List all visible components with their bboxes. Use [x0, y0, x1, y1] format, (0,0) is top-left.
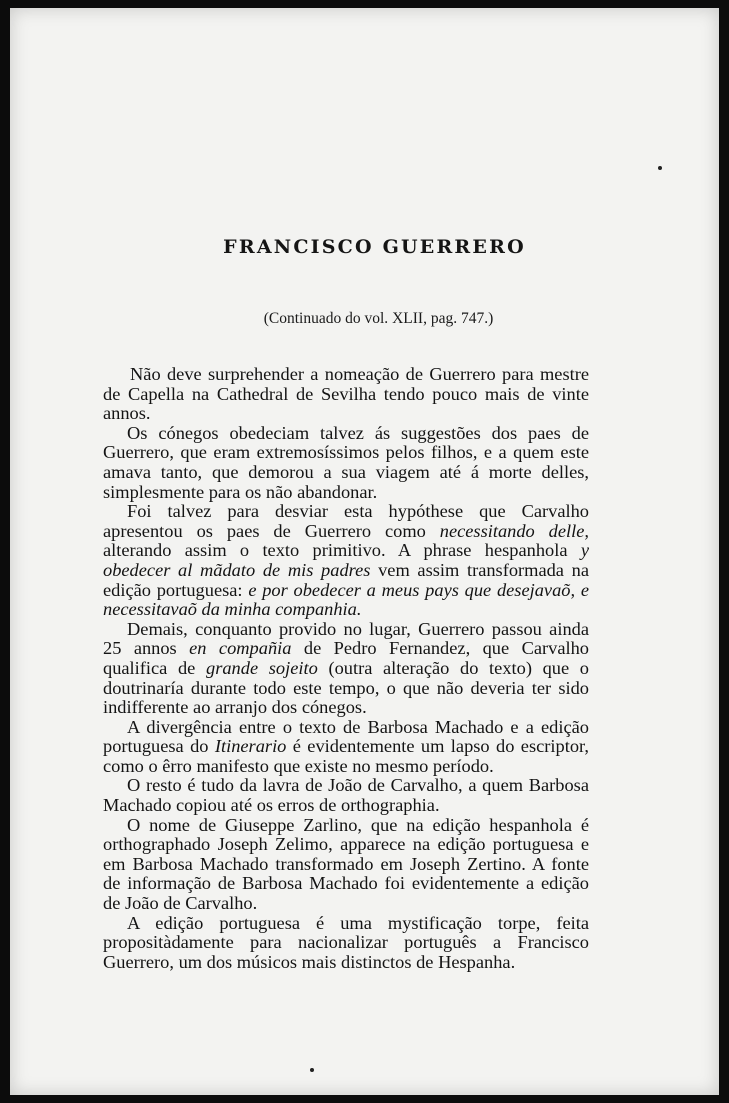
paragraph — [103, 776, 589, 815]
text-run: é evidentemente um lapso do escriptor, como o êrro manifesto que existe no mesmo período. — [103, 736, 589, 776]
paragraph — [103, 718, 589, 777]
ink-speck — [310, 1068, 314, 1072]
italic-run: en compañia — [189, 638, 292, 659]
continuation-prefix: (Continuado do vol. — [263, 310, 393, 327]
text-run: Demais, conquanto provido no lugar, Guerrero passou ainda 25 annos — [103, 618, 589, 659]
text-run: Os cónegos obedeciam talvez ás suggestões dos paes de Guerrero, que eram extremosíssimos pelos filhos, e a quem este amava tanto, que demorou a sua viagem até á morte delles, simplesmente para os não abandonar. — [103, 422, 589, 502]
paragraph — [103, 424, 589, 502]
ink-speck — [658, 166, 662, 170]
text-run: vem assim transformada na edição portuguesa: — [103, 559, 589, 600]
paragraph — [103, 816, 589, 914]
continuation-suffix: , pag. 747.) — [423, 310, 494, 327]
text-run: (outra alteração do texto) que o doutrinaría durante todo este tempo, o que não deveria ter sido indifferente ao arranjo dos cónegos. — [103, 657, 589, 718]
paragraph — [103, 914, 589, 973]
text-run: Não deve surprehender a nomeação de Guerrero para mestre de Capella na Cathedral de Sevilha tendo pouco mais de vinte annos. — [103, 364, 589, 424]
paragraph — [103, 502, 589, 620]
italic-run: Itinerario — [214, 736, 287, 757]
volume-number: XLII — [392, 310, 424, 327]
italic-run: grande sojeito — [206, 657, 318, 678]
paragraph — [103, 620, 589, 718]
article-body — [103, 365, 589, 972]
article-title: FRANCISCO GUERRERO — [223, 236, 526, 258]
italic-run: e por obedecer a meus pays que desejavaõ, e necessitavaõ da minha companhia. — [103, 579, 589, 620]
text-run: A edição portuguesa é uma mystificação torpe, feita propositàdamente para nacionalizar português a Francisco Guerrero, um dos músicos mais distinctos de Hespanha. — [103, 912, 589, 972]
continuation-note — [10, 310, 719, 328]
text-run: O resto é tudo da lavra de João de Carvalho, a quem Barbosa Machado copiou até os erros de orthographia. — [103, 775, 589, 816]
text-run: alterando assim o texto primitivo. A phrase hespanhola — [103, 540, 581, 561]
paragraph — [103, 365, 589, 424]
italic-run: y obedecer al mãdato de mis padres — [103, 540, 589, 580]
text-run: de Pedro Fernandez, que Carvalho qualifica de — [103, 638, 589, 678]
italic-run: necessitando delle, — [439, 520, 589, 541]
text-run: A divergência entre o texto de Barbosa Machado e a edição portuguesa do — [103, 716, 589, 757]
page — [10, 8, 719, 1095]
text-run: O nome de Giuseppe Zarlino, que na edição hespanhola é orthographado Joseph Zelimo, apparece na edição portuguesa e em Barbosa Machado transformado em Joseph Zertino. A fonte de informação de Barbosa Machado foi evidentemente a edição de João de Carvalho. — [103, 814, 589, 914]
text-run: Foi talvez para desviar esta hypóthese que Carvalho apresentou os paes de Guerrero como — [103, 501, 589, 541]
